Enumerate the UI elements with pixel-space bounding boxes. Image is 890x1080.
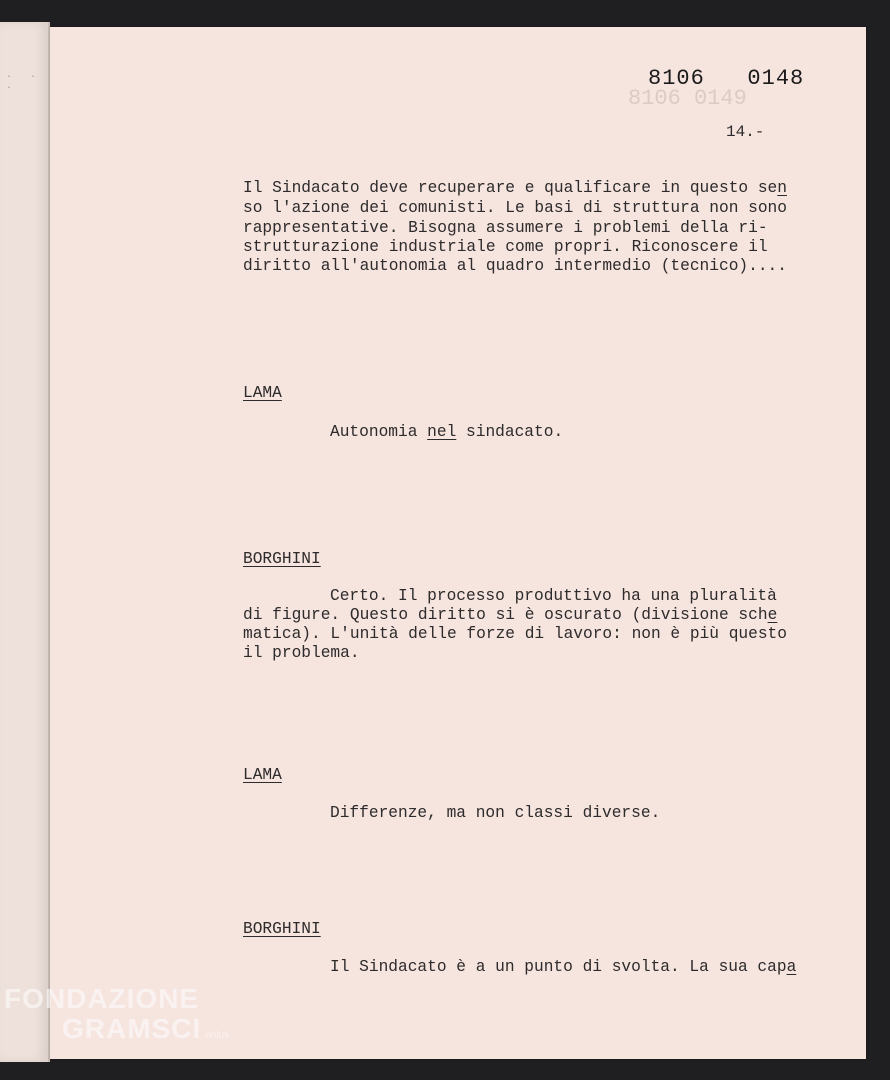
speech-line: il problema. [243, 644, 360, 662]
speaker-label: LAMA [243, 766, 282, 784]
document-page [50, 27, 866, 1059]
paragraph-line: rappresentative. Bisogna assumere i problemi della ri- [243, 219, 768, 237]
speech-line: matica). L'unità delle forze di lavoro: non è più questo [243, 625, 787, 643]
fondazione-gramsci-watermark-logo: FONDAZIONE GRAMSCI onlus [4, 983, 230, 1044]
paragraph-line: strutturazione industriale come propri. Riconoscere il [243, 238, 768, 256]
paragraph-line: diritto all'autonomia al quadro intermedio (tecnico).... [243, 257, 787, 275]
document-number: 8106 0148 [648, 66, 805, 91]
paragraph-line: so l'azione dei comunisti. Le basi di struttura non sono [243, 199, 787, 217]
page-number: 14.- [726, 123, 765, 141]
page-specks: · · · [6, 72, 43, 94]
speech-line: Autonomia nel sindacato. [330, 423, 564, 441]
speech-line: di figure. Questo diritto si è oscurato (divisione sche [243, 606, 778, 624]
speech-line: Il Sindacato è a un punto di svolta. La sua capa [330, 958, 797, 976]
paragraph-line: Il Sindacato deve recuperare e qualificare in questo sen [243, 179, 787, 197]
speaker-label: LAMA [243, 384, 282, 402]
speech-line: Certo. Il processo produttivo ha una pluralità [330, 587, 777, 605]
speech-line: Differenze, ma non classi diverse. [330, 804, 661, 822]
speaker-label: BORGHINI [243, 920, 321, 938]
speaker-label: BORGHINI [243, 550, 321, 568]
book-left-page [0, 22, 50, 1062]
bleed-through-text: 8106 0149 [628, 86, 747, 111]
